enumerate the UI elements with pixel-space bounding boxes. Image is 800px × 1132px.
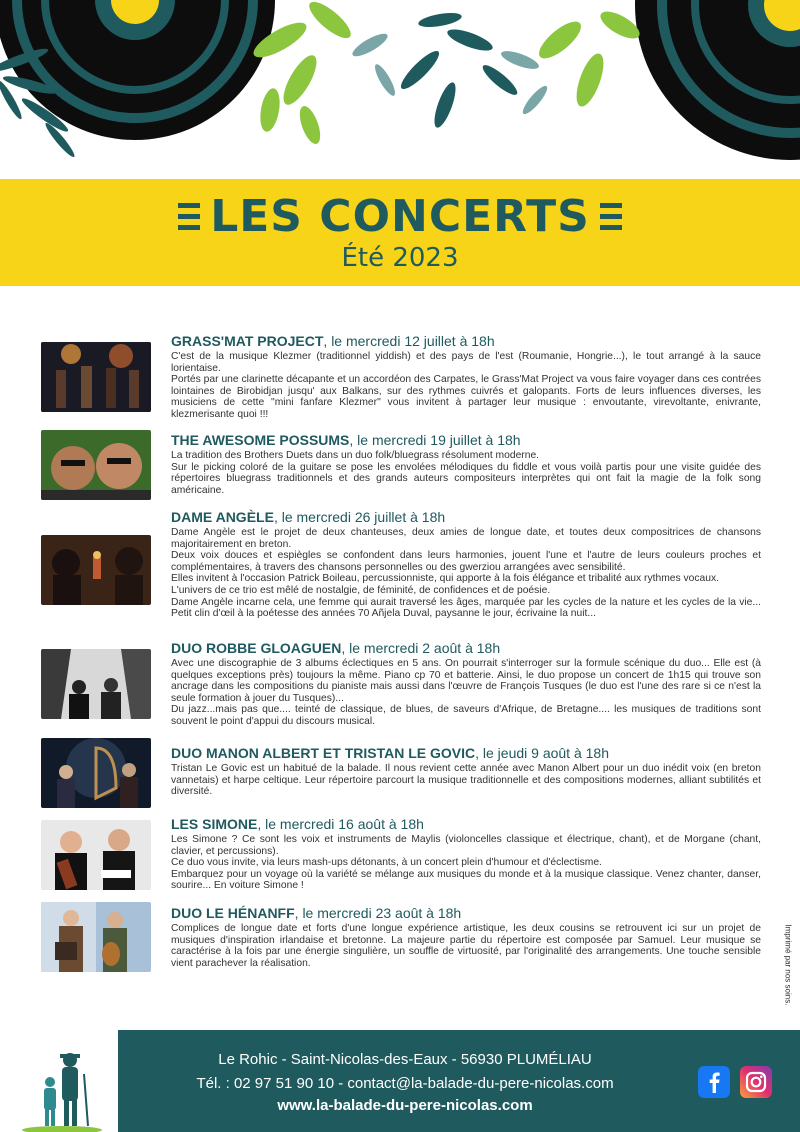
leaves-center-teal: [397, 10, 521, 130]
instagram-icon[interactable]: [740, 1066, 772, 1098]
concert-name: LES SIMONE: [171, 816, 258, 832]
concert-heading: [171, 745, 609, 761]
description-paragraph: Ce duo vous invite, via leurs mash-ups détonants, à un concert plein d'humour et d'éclectisme.: [171, 857, 602, 869]
description-paragraph: Portés par une clarinette décapante et un accordéon des Carpates, le Grass'Mat Project va vous faire voyager dans ces contrées lointaines de Birobidjan jusqu' aux Balkans, sur des rythmes cuivrés et galopants. Forts de leurs influences diverses, les musiciens de cette "mini fanfare Klezmer" vous invitent à partager leur musique : envoutante, virevoltante, enivrante, klezmerisante quoi !!!: [171, 374, 761, 420]
footer-contact[interactable]: Tél. : 02 97 51 90 10 - contact@la-balade-du-pere-nicolas.com: [196, 1075, 614, 1092]
concert-date: , le mercredi 19 juillet à 18h: [349, 432, 521, 448]
concert-photo: [41, 738, 151, 808]
concert-description: [171, 450, 761, 496]
header-decoration: [0, 0, 800, 170]
description-paragraph: Dame Angèle est le projet de deux chanteuses, deux amies de longue date, et toutes deux compositrices de chansons majoritairement en breton.: [171, 527, 761, 550]
title-bars-left: [178, 203, 200, 230]
vinyl-record-right: [635, 0, 800, 160]
concert-description: [171, 763, 761, 798]
concert-photo: [41, 820, 151, 890]
concert-heading: [171, 509, 445, 525]
concert-date: , le mercredi 23 août à 18h: [294, 905, 462, 921]
title-banner: [0, 179, 800, 286]
concert-description: [171, 351, 761, 421]
footer-website-link[interactable]: www.la-balade-du-pere-nicolas.com: [277, 1097, 533, 1114]
footer-logo-area: [0, 1030, 160, 1132]
concert-name: DUO MANON ALBERT ET TRISTAN LE GOVIC: [171, 745, 476, 761]
concert-name: DAME ANGÈLE: [171, 509, 274, 525]
walkers-logo-icon: [22, 1053, 102, 1132]
concert-description: [171, 834, 761, 892]
page-subtitle: Été 2023: [341, 243, 459, 273]
concert-heading: [171, 816, 424, 832]
footer-address: Le Rohic - Saint-Nicolas-des-Eaux - 56930 PLUMÉLIAU: [218, 1051, 592, 1068]
concert-name: GRASS'MAT PROJECT: [171, 333, 324, 349]
concert-description: [171, 527, 761, 620]
concert-date: , le jeudi 9 août à 18h: [475, 745, 609, 761]
description-paragraph: Tristan Le Govic est un habitué de la balade. Il nous revient cette année avec Manon Albert pour un duo inédit voix (en breton vannetais) et harpe celtique. Leur répertoire parcourt la musique traditionnelle et des compositions modernes, alliant subtilités et diversité.: [171, 763, 761, 798]
concert-name: DUO LE HÉNANFF: [171, 905, 295, 921]
description-paragraph: Embarquez pour un voyage où la variété se mélange aux musiques du monde et à la musique classique. Venez chanter, danser, sourire... En voiture Simone !: [171, 868, 761, 892]
concert-date: , le mercredi 12 juillet à 18h: [323, 333, 495, 349]
concert-photo: [41, 430, 151, 500]
description-paragraph: La tradition des Brothers Duets dans un duo folk/bluegrass résolument moderne.: [171, 450, 540, 461]
description-paragraph: Avec une discographie de 3 albums éclectiques en 5 ans. On pourrait s'interroger sur la formule scénique du duo... Elle est (à quelques exceptions près) toujours la même. Piano cp 70 et batterie. Ainsi, le duo propose un concert de 1h15 qui trouve son ancrage dans les compositions du pianiste mais aussi dans l'œuvre de François Tusques (le duo est l'une des rare si ce n'est la seule formation à jouer du Tusques)...: [171, 658, 761, 704]
vinyl-record-left: [0, 0, 275, 140]
concert-date: , le mercredi 2 août à 18h: [341, 640, 501, 656]
concert-heading: [171, 333, 495, 349]
concert-name: THE AWESOME POSSUMS: [171, 432, 350, 448]
description-paragraph: Dame Angèle incarne cela, une femme qui aurait traversé les âges, marquée par les cycles de la nature et les cycles de la vie... Petit clin d'œil à la poétesse des années 70 Añjela Duval, paysanne le jour, écrivaine la nuit...: [171, 596, 761, 620]
description-paragraph: Complices de longue date et forts d'une longue expérience artistique, les deux cousins se retrouvent ici sur un projet de musiques d'inspiration irlandaise et bretonne. La majeure partie du répertoire est composée par Samuel. Leur musique se caractérise à la fois par une énergie singulière, un souffle de virtuosité, par l'originalité des arrangements. Une touche sensible vient parachever la réalisation.: [171, 923, 761, 969]
page-title-text: LES CONCERTS: [210, 191, 590, 242]
description-paragraph: C'est de la musique Klezmer (traditionnel yiddish) et des pays de l'est (Roumanie, Hongrie...), le tout arrangé à la sauce lorientaise.: [171, 351, 761, 374]
concert-date: , le mercredi 16 août à 18h: [257, 816, 424, 832]
description-paragraph: Deux voix douces et espiègles se confondent dans leurs harmonies, jouent l'une et l'autre de leurs couleurs proches et complémentaires, à travers des chansons personnelles ou des gwerziou arrangées avec sensibilité.: [171, 550, 761, 573]
description-paragraph: L'univers de ce trio est mêlé de nostalgie, de féminité, de confidences et de poésie.: [171, 584, 551, 596]
print-note: [778, 925, 798, 1035]
print-note-text: Imprimé par nos soins.: [783, 924, 793, 1006]
footer: [0, 1030, 800, 1132]
concert-heading: [171, 432, 521, 448]
description-paragraph: Du jazz...mais pas que.... teinté de classique, de blues, de saveurs d'Afrique, de Bretagne.... les musiques de traditions sont souvent le point d'appui du discours musical.: [171, 704, 761, 727]
concert-photo: [41, 342, 151, 412]
page-title: [0, 191, 800, 242]
concert-photo: [41, 649, 151, 719]
concert-photo: [41, 902, 151, 972]
concert-name: DUO ROBBE GLOAGUEN: [171, 640, 342, 656]
concert-description: [171, 658, 761, 728]
concert-photo: [41, 535, 151, 605]
description-paragraph: Les Simone ? Ce sont les voix et instruments de Maylis (violoncelles classique et électrique, chant), et de Morgane (chant, clavier, et percussions).: [171, 834, 761, 857]
concert-heading: [171, 905, 461, 921]
description-paragraph: Sur le picking coloré de la guitare se pose les envolées mélodiques du fiddle et vous voilà partis pour une visite guidée des répertoires bluegrass traditionnels et des grands auteurs compositeurs interprètes qui ont fait la magie de la folk song américaine.: [171, 461, 761, 496]
description-paragraph: Elles invitent à l'occasion Patrick Boileau, percussionniste, qui apporte à la fois élégance et tribalité aux rythmes vocaux.: [171, 573, 719, 585]
title-bars-right: [600, 203, 622, 230]
concert-heading: [171, 640, 500, 656]
facebook-icon[interactable]: [698, 1066, 730, 1098]
concert-date: , le mercredi 26 juillet à 18h: [273, 509, 446, 525]
concert-description: [171, 923, 761, 969]
